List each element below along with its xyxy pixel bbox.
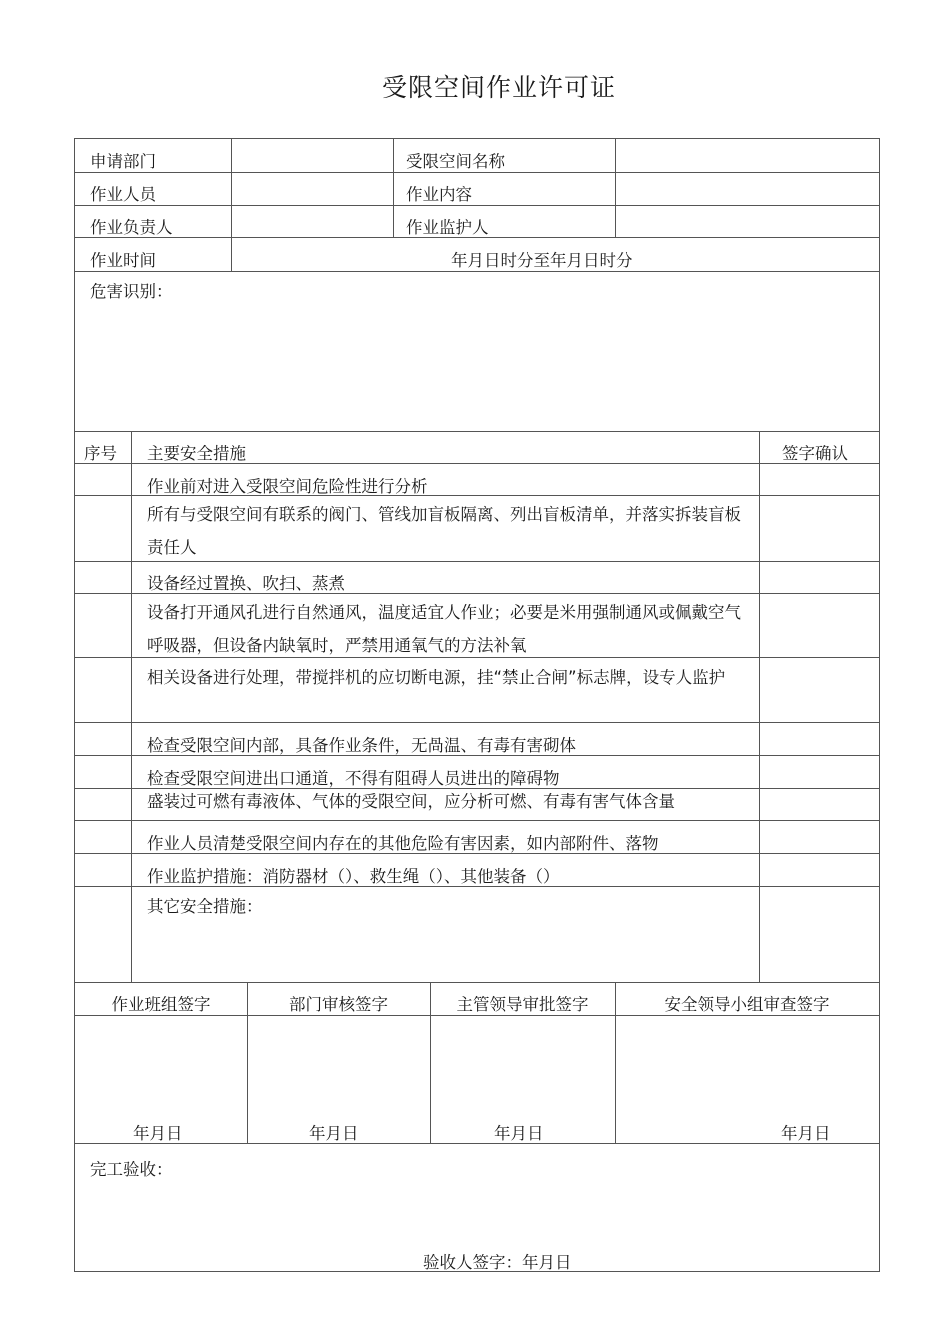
measure-item: 检查受限空间进出口通道，不得有阻碍人员进出的障碍物 [147,769,560,788]
measure-item: 作业人员清楚受限空间内存在的其他危险有害因素，如内部附件、落物 [147,834,659,853]
row-divider [75,1015,879,1016]
team-sign-label: 作业班组签字 [111,995,211,1014]
content-label: 作业内容 [406,185,472,204]
sign-date: 年月日 [133,1124,183,1143]
row-divider [75,982,879,983]
measure-item: 设备经过置换、吹扫、蒸煮 [147,574,345,593]
measure-item: 其它安全措施： [147,897,263,916]
completion-signer: 验收人签字：年月日 [423,1253,572,1272]
sign-date: 年月日 [494,1124,544,1143]
page-title: 受限空间作业许可证 [381,73,616,102]
measure-item: 相关设备进行处理，带搅拌机的应切断电源，挂“禁止合闸”标志牌，设专人监护 [147,668,726,687]
time-value: 年月日时分至年月日时分 [451,251,633,270]
safety-group-sign-label: 安全领导小组审查签字 [664,995,830,1014]
col-divider [615,139,616,237]
measure-item: 盛装过可燃有毒液体、气体的受限空间，应分析可燃、有毒有害气体含量 [147,792,675,811]
hazard-label: 危害识别： [90,282,173,301]
completion-label: 完工验收： [90,1160,173,1179]
space-name-label: 受限空间名称 [406,152,505,171]
col-divider [759,431,760,982]
col-divider [131,431,132,982]
row-divider [75,172,879,173]
row-divider [75,1143,879,1144]
dept-label: 申请部门 [90,152,156,171]
col-divider [393,139,394,237]
sign-date: 年月日 [309,1124,359,1143]
row-divider [75,271,879,272]
measure-item: 作业监护措施：消防器材（）、救生绳（）、其他装备（） [147,867,560,886]
col-no-header: 序号 [84,444,117,463]
col-divider [231,139,232,271]
permit-form [74,138,880,1272]
supervisor-sign-label: 主管领导审批签字 [456,995,589,1014]
measure-item: 检查受限空间内部，具备作业条件，无咼温、有毒有害砌体 [147,736,576,755]
col-measure-header: 主要安全措施 [147,444,246,463]
workers-label: 作业人员 [90,185,156,204]
leader-label: 作业负责人 [90,218,173,237]
time-label: 作业时间 [90,251,156,270]
dept-review-label: 部门审核签字 [289,995,388,1014]
measure-item: 设备打开通风孔进行自然通风，温度适宜人作业；必要是米用强制通风或佩戴空气呼吸器，但设备内缺氧时，严禁用通氧气的方法补氧 [147,603,741,655]
guardian-label: 作业监护人 [406,218,489,237]
sign-date: 年月日 [781,1124,831,1143]
row-divider [75,205,879,206]
col-sign-header: 签字确认 [782,444,848,463]
measure-item: 所有与受限空间有联系的阀门、管线加盲板隔离、列出盲板清单，并落实拆装盲板责任人 [147,505,741,557]
measure-item: 作业前对进入受限空间危险性进行分析 [147,477,428,496]
